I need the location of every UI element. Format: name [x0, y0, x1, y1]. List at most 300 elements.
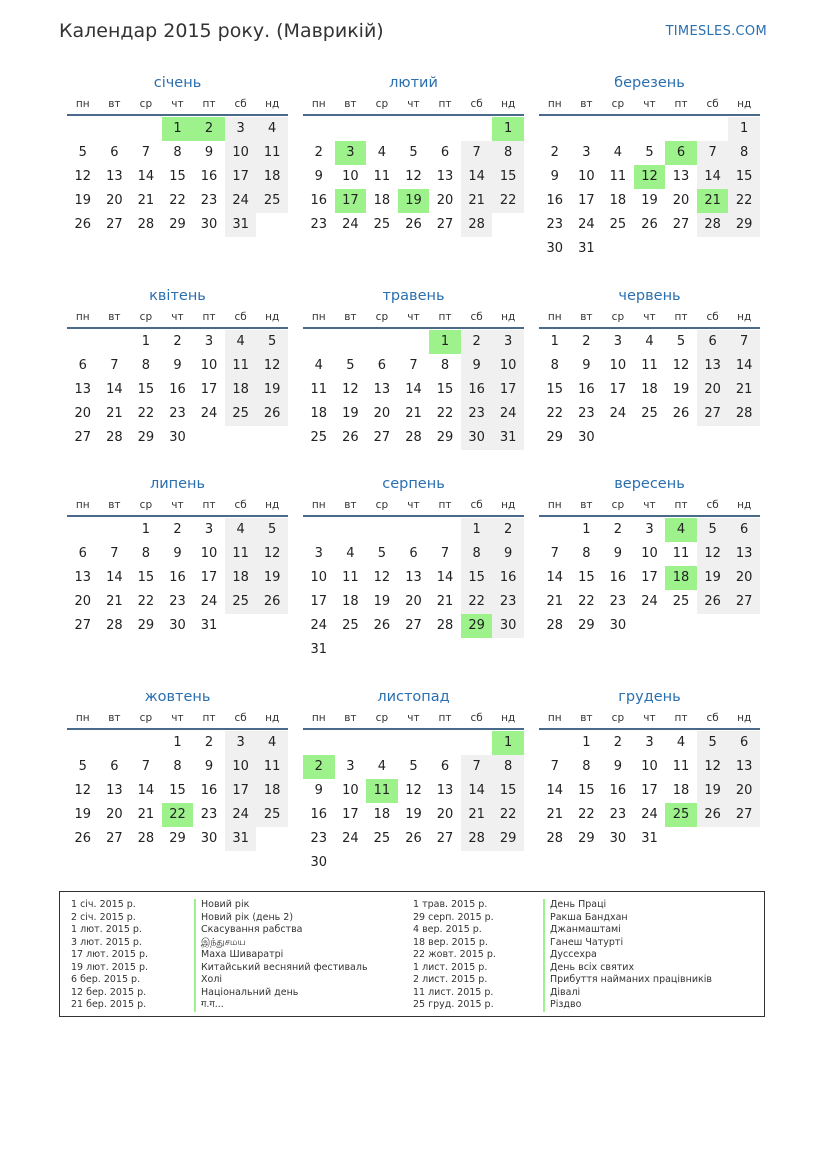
legend-holiday-name: День всіх святих	[543, 962, 712, 975]
weekday-label: ср	[139, 98, 153, 110]
day-cell: 13	[672, 169, 690, 184]
day-cell: 5	[256, 330, 288, 354]
day-cell: 10	[578, 169, 595, 184]
day-cell: 24	[200, 406, 218, 421]
header-divider	[539, 114, 760, 116]
weekday-label: нд	[265, 98, 280, 110]
day-cell: 6	[110, 145, 119, 160]
day-cell: 9	[461, 354, 493, 378]
weekday-label: пн	[547, 311, 562, 323]
weekday-label: нд	[501, 499, 516, 511]
day-cell: 11	[373, 169, 391, 184]
empty-cell	[398, 117, 430, 141]
day-cell: 31	[641, 831, 658, 846]
day-cell: 27	[74, 430, 92, 445]
day-cell: 24	[578, 217, 595, 232]
day-cell: 9	[613, 759, 623, 774]
day-cell: 29	[137, 430, 155, 445]
day-cell: 10	[200, 358, 218, 373]
day-cell: 11	[641, 358, 658, 373]
day-cell: 6	[728, 518, 760, 542]
day-cell: 5	[409, 759, 418, 774]
legend-date: 3 лют. 2015 р.	[71, 936, 142, 948]
legend-holiday-name: Різдво	[543, 999, 712, 1012]
day-cell: 22	[169, 193, 186, 208]
day-cell: 26	[697, 803, 729, 827]
month-name: серпень	[382, 476, 445, 492]
holiday-day: 2	[303, 755, 335, 779]
day-cell: 14	[137, 783, 155, 798]
header-divider	[303, 327, 524, 329]
day-cell: 19	[641, 193, 658, 208]
weekday-label: пн	[311, 98, 326, 110]
weekday-label: ср	[139, 499, 153, 511]
day-cell: 25	[342, 618, 359, 633]
day-cell: 19	[256, 566, 288, 590]
day-cell: 29	[728, 213, 760, 237]
month-name: жовтень	[144, 689, 211, 705]
day-cell: 21	[546, 594, 564, 609]
day-cell: 7	[697, 141, 729, 165]
day-cell: 27	[436, 217, 454, 232]
day-cell: 5	[409, 145, 418, 160]
day-cell: 12	[74, 169, 92, 184]
holiday-day: 22	[162, 803, 194, 827]
day-cell: 17	[225, 779, 257, 803]
day-cell: 9	[314, 169, 323, 184]
day-cell: 30	[578, 430, 595, 445]
day-cell: 29	[492, 827, 524, 851]
legend-holiday-name: Дівалі	[543, 987, 712, 1000]
day-cell: 25	[225, 590, 257, 614]
day-cell: 14	[106, 382, 123, 397]
day-cell: 1	[582, 522, 591, 537]
legend-holiday-name: Дуссехра	[543, 949, 712, 962]
day-cell: 31	[492, 426, 524, 450]
day-cell: 28	[697, 213, 729, 237]
empty-cell	[130, 117, 162, 141]
month-name: квітень	[149, 288, 206, 304]
legend-date: 25 груд. 2015 р.	[413, 999, 494, 1010]
weekday-label: вт	[580, 98, 593, 110]
day-cell: 16	[169, 382, 186, 397]
day-cell: 10	[225, 755, 257, 779]
header-divider	[67, 728, 288, 730]
day-cell: 16	[546, 193, 564, 208]
day-cell: 19	[74, 193, 92, 208]
legend-holiday-name: Китайський весняний фестиваль	[194, 962, 368, 975]
weekday-label: сб	[234, 311, 247, 323]
day-cell: 17	[609, 382, 627, 397]
day-cell: 6	[409, 546, 418, 561]
header-divider	[67, 327, 288, 329]
day-cell: 8	[492, 141, 524, 165]
day-cell: 4	[256, 731, 288, 755]
day-cell: 31	[225, 827, 257, 851]
days-grid	[67, 731, 288, 851]
weekday-label: пт	[202, 311, 216, 323]
day-cell: 23	[310, 831, 328, 846]
weekday-label: чт	[171, 712, 184, 724]
weekday-header	[539, 94, 760, 114]
weekday-label: чт	[643, 712, 656, 724]
weekday-header	[539, 307, 760, 327]
weekday-label: пт	[674, 98, 688, 110]
legend-holiday-name: Холі	[194, 974, 368, 987]
weekday-label: ср	[375, 98, 389, 110]
legend-holiday-name: Новий рік	[194, 899, 368, 912]
day-cell: 28	[546, 831, 564, 846]
weekday-header	[67, 307, 288, 327]
month-name: вересень	[614, 476, 685, 492]
day-cell: 26	[74, 217, 92, 232]
header-divider	[303, 515, 524, 517]
header-divider	[539, 327, 760, 329]
day-cell: 15	[546, 382, 564, 397]
holiday-day: 17	[335, 189, 367, 213]
weekday-label: пт	[674, 311, 688, 323]
empty-cell	[335, 731, 367, 755]
day-cell: 3	[492, 330, 524, 354]
month-4	[67, 285, 288, 450]
legend-date: 11 лист. 2015 р.	[413, 986, 494, 998]
weekday-label: нд	[737, 712, 752, 724]
day-cell: 15	[169, 169, 186, 184]
day-cell: 7	[110, 546, 119, 561]
weekday-label: чт	[643, 499, 656, 511]
day-cell: 7	[141, 145, 151, 160]
day-cell: 8	[550, 358, 559, 373]
month-name: лютий	[389, 75, 438, 91]
day-cell: 9	[173, 546, 182, 561]
weekday-label: пт	[202, 712, 216, 724]
holiday-day: 1	[162, 117, 194, 141]
day-cell: 22	[137, 406, 155, 421]
day-cell: 20	[672, 193, 690, 208]
day-cell: 17	[310, 594, 328, 609]
day-cell: 9	[173, 358, 182, 373]
day-cell: 5	[78, 759, 87, 774]
day-cell: 22	[492, 803, 524, 827]
day-cell: 22	[137, 594, 155, 609]
day-cell: 20	[373, 406, 391, 421]
empty-cell	[366, 518, 398, 542]
day-cell: 18	[225, 378, 257, 402]
site-link[interactable]: TIMESLES.COM	[665, 24, 767, 39]
day-cell: 14	[436, 570, 454, 585]
day-cell: 16	[310, 193, 328, 208]
days-grid	[303, 330, 524, 450]
legend-holiday-name: ग.ग...	[194, 999, 368, 1012]
day-cell: 28	[461, 827, 493, 851]
day-cell: 28	[137, 831, 155, 846]
holiday-day: 25	[665, 803, 697, 827]
day-cell: 25	[609, 217, 627, 232]
weekday-label: нд	[737, 98, 752, 110]
day-cell: 23	[169, 406, 186, 421]
day-cell: 20	[74, 594, 92, 609]
month-name: листопад	[377, 689, 450, 705]
day-cell: 4	[225, 518, 257, 542]
empty-cell	[67, 330, 99, 354]
day-cell: 27	[728, 590, 760, 614]
day-cell: 24	[641, 807, 658, 822]
day-cell: 27	[436, 831, 454, 846]
legend-date: 12 бер. 2015 р.	[71, 986, 147, 998]
day-cell: 1	[141, 522, 151, 537]
weekday-label: пн	[547, 98, 562, 110]
day-cell: 14	[461, 779, 493, 803]
weekday-label: чт	[643, 98, 656, 110]
header-divider	[539, 515, 760, 517]
day-cell: 12	[405, 169, 422, 184]
day-cell: 17	[641, 783, 658, 798]
days-grid	[67, 518, 288, 638]
holiday-day: 19	[398, 189, 430, 213]
day-cell: 22	[461, 590, 493, 614]
day-cell: 20	[106, 193, 123, 208]
day-cell: 12	[697, 542, 729, 566]
holiday-day: 12	[634, 165, 666, 189]
day-cell: 23	[546, 217, 564, 232]
month-name: березень	[614, 75, 685, 91]
empty-cell	[461, 731, 493, 755]
day-cell: 27	[106, 831, 123, 846]
day-cell: 24	[492, 402, 524, 426]
weekday-label: чт	[643, 311, 656, 323]
day-cell: 9	[204, 145, 214, 160]
day-cell: 2	[314, 145, 323, 160]
legend-date: 29 серп. 2015 р.	[413, 911, 494, 923]
day-cell: 13	[697, 354, 729, 378]
day-cell: 23	[461, 402, 493, 426]
day-cell: 27	[106, 217, 123, 232]
days-grid	[303, 731, 524, 875]
weekday-label: пт	[438, 499, 452, 511]
day-cell: 11	[225, 542, 257, 566]
day-cell: 13	[405, 570, 422, 585]
day-cell: 17	[200, 570, 218, 585]
day-cell: 6	[78, 546, 87, 561]
day-cell: 11	[225, 354, 257, 378]
day-cell: 17	[200, 382, 218, 397]
weekday-label: пн	[75, 98, 90, 110]
month-2	[303, 72, 524, 237]
day-cell: 16	[492, 566, 524, 590]
header-divider	[303, 114, 524, 116]
day-cell: 16	[609, 783, 627, 798]
day-cell: 27	[405, 618, 422, 633]
day-cell: 5	[78, 145, 87, 160]
day-cell: 1	[461, 518, 493, 542]
day-cell: 3	[204, 334, 214, 349]
weekday-label: пн	[75, 311, 90, 323]
day-cell: 21	[461, 803, 493, 827]
empty-cell	[634, 117, 666, 141]
empty-cell	[366, 117, 398, 141]
holiday-day: 6	[665, 141, 697, 165]
day-cell: 15	[436, 382, 454, 397]
day-cell: 26	[672, 406, 690, 421]
day-cell: 13	[74, 382, 92, 397]
empty-cell	[697, 117, 729, 141]
day-cell: 29	[137, 618, 155, 633]
empty-cell	[398, 330, 430, 354]
day-cell: 10	[609, 358, 627, 373]
day-cell: 26	[641, 217, 658, 232]
day-cell: 23	[578, 406, 595, 421]
weekday-label: сб	[706, 712, 719, 724]
day-cell: 31	[578, 241, 595, 256]
day-cell: 8	[582, 759, 591, 774]
legend-date: 1 лист. 2015 р.	[413, 961, 488, 973]
day-cell: 2	[173, 522, 182, 537]
weekday-header	[303, 495, 524, 515]
weekday-label: вт	[108, 499, 121, 511]
weekday-label: пт	[438, 98, 452, 110]
weekday-label: чт	[407, 98, 420, 110]
weekday-label: сб	[706, 98, 719, 110]
day-cell: 16	[200, 783, 218, 798]
day-cell: 11	[672, 759, 690, 774]
day-cell: 10	[641, 546, 658, 561]
weekday-label: нд	[265, 499, 280, 511]
day-cell: 3	[613, 334, 623, 349]
day-cell: 2	[582, 334, 591, 349]
day-cell: 25	[225, 402, 257, 426]
day-cell: 23	[310, 217, 328, 232]
day-cell: 22	[546, 406, 564, 421]
weekday-label: нд	[737, 499, 752, 511]
day-cell: 3	[225, 117, 257, 141]
day-cell: 30	[492, 614, 524, 638]
weekday-label: пт	[438, 712, 452, 724]
weekday-label: сб	[470, 311, 483, 323]
empty-cell	[539, 117, 571, 141]
day-cell: 10	[310, 570, 328, 585]
day-cell: 12	[342, 382, 359, 397]
day-cell: 25	[256, 189, 288, 213]
empty-cell	[335, 518, 367, 542]
day-cell: 13	[436, 783, 454, 798]
weekday-header	[67, 495, 288, 515]
day-cell: 11	[256, 755, 288, 779]
day-cell: 12	[405, 783, 422, 798]
day-cell: 29	[578, 618, 595, 633]
month-12	[539, 686, 760, 851]
day-cell: 15	[728, 165, 760, 189]
day-cell: 24	[609, 406, 627, 421]
day-cell: 26	[256, 590, 288, 614]
weekday-label: пн	[75, 499, 90, 511]
day-cell: 16	[310, 807, 328, 822]
day-cell: 6	[440, 759, 450, 774]
weekday-label: ср	[611, 499, 625, 511]
day-cell: 28	[405, 430, 422, 445]
day-cell: 24	[342, 217, 359, 232]
day-cell: 18	[373, 807, 391, 822]
day-cell: 30	[169, 430, 186, 445]
weekday-label: чт	[171, 311, 184, 323]
day-cell: 28	[436, 618, 454, 633]
legend-date: 6 бер. 2015 р.	[71, 974, 141, 985]
day-cell: 21	[461, 189, 493, 213]
day-cell: 15	[137, 570, 155, 585]
header-divider	[67, 515, 288, 517]
day-cell: 5	[346, 358, 355, 373]
day-cell: 20	[405, 594, 422, 609]
day-cell: 4	[645, 334, 654, 349]
day-cell: 23	[609, 807, 627, 822]
day-cell: 21	[137, 807, 155, 822]
month-name: грудень	[618, 689, 681, 705]
day-cell: 24	[342, 831, 359, 846]
weekday-label: сб	[234, 98, 247, 110]
day-cell: 18	[609, 193, 627, 208]
day-cell: 17	[342, 807, 359, 822]
weekday-label: нд	[501, 712, 516, 724]
day-cell: 18	[310, 406, 328, 421]
day-cell: 16	[461, 378, 493, 402]
legend-date: 17 лют. 2015 р.	[71, 949, 148, 960]
day-cell: 10	[641, 759, 658, 774]
days-grid	[67, 117, 288, 237]
day-cell: 2	[492, 518, 524, 542]
day-cell: 27	[74, 618, 92, 633]
weekday-label: вт	[108, 712, 121, 724]
weekday-label: чт	[407, 311, 420, 323]
day-cell: 30	[461, 426, 493, 450]
day-cell: 27	[697, 402, 729, 426]
weekday-label: чт	[171, 499, 184, 511]
empty-cell	[461, 117, 493, 141]
day-cell: 29	[436, 430, 454, 445]
days-grid	[67, 330, 288, 450]
day-cell: 28	[546, 618, 564, 633]
weekday-label: сб	[706, 499, 719, 511]
day-cell: 26	[697, 590, 729, 614]
day-cell: 11	[256, 141, 288, 165]
empty-cell	[67, 117, 99, 141]
day-cell: 26	[405, 217, 422, 232]
weekday-label: ср	[375, 311, 389, 323]
weekday-label: ср	[375, 712, 389, 724]
day-cell: 20	[436, 807, 454, 822]
weekday-label: пн	[311, 712, 326, 724]
weekday-label: ср	[139, 712, 153, 724]
day-cell: 19	[74, 807, 92, 822]
day-cell: 7	[409, 358, 418, 373]
day-cell: 18	[256, 165, 288, 189]
weekday-label: пт	[438, 311, 452, 323]
weekday-label: вт	[580, 712, 593, 724]
day-cell: 16	[578, 382, 595, 397]
day-cell: 30	[310, 855, 328, 870]
empty-cell	[99, 330, 131, 354]
day-cell: 10	[492, 354, 524, 378]
empty-cell	[366, 330, 398, 354]
day-cell: 18	[342, 594, 359, 609]
day-cell: 3	[225, 731, 257, 755]
holiday-day: 1	[429, 330, 461, 354]
day-cell: 3	[204, 522, 214, 537]
legend-date: 21 бер. 2015 р.	[71, 999, 147, 1010]
day-cell: 30	[200, 831, 218, 846]
day-cell: 29	[578, 831, 595, 846]
month-name: червень	[618, 288, 681, 304]
holiday-day: 29	[461, 614, 493, 638]
empty-cell	[571, 117, 603, 141]
